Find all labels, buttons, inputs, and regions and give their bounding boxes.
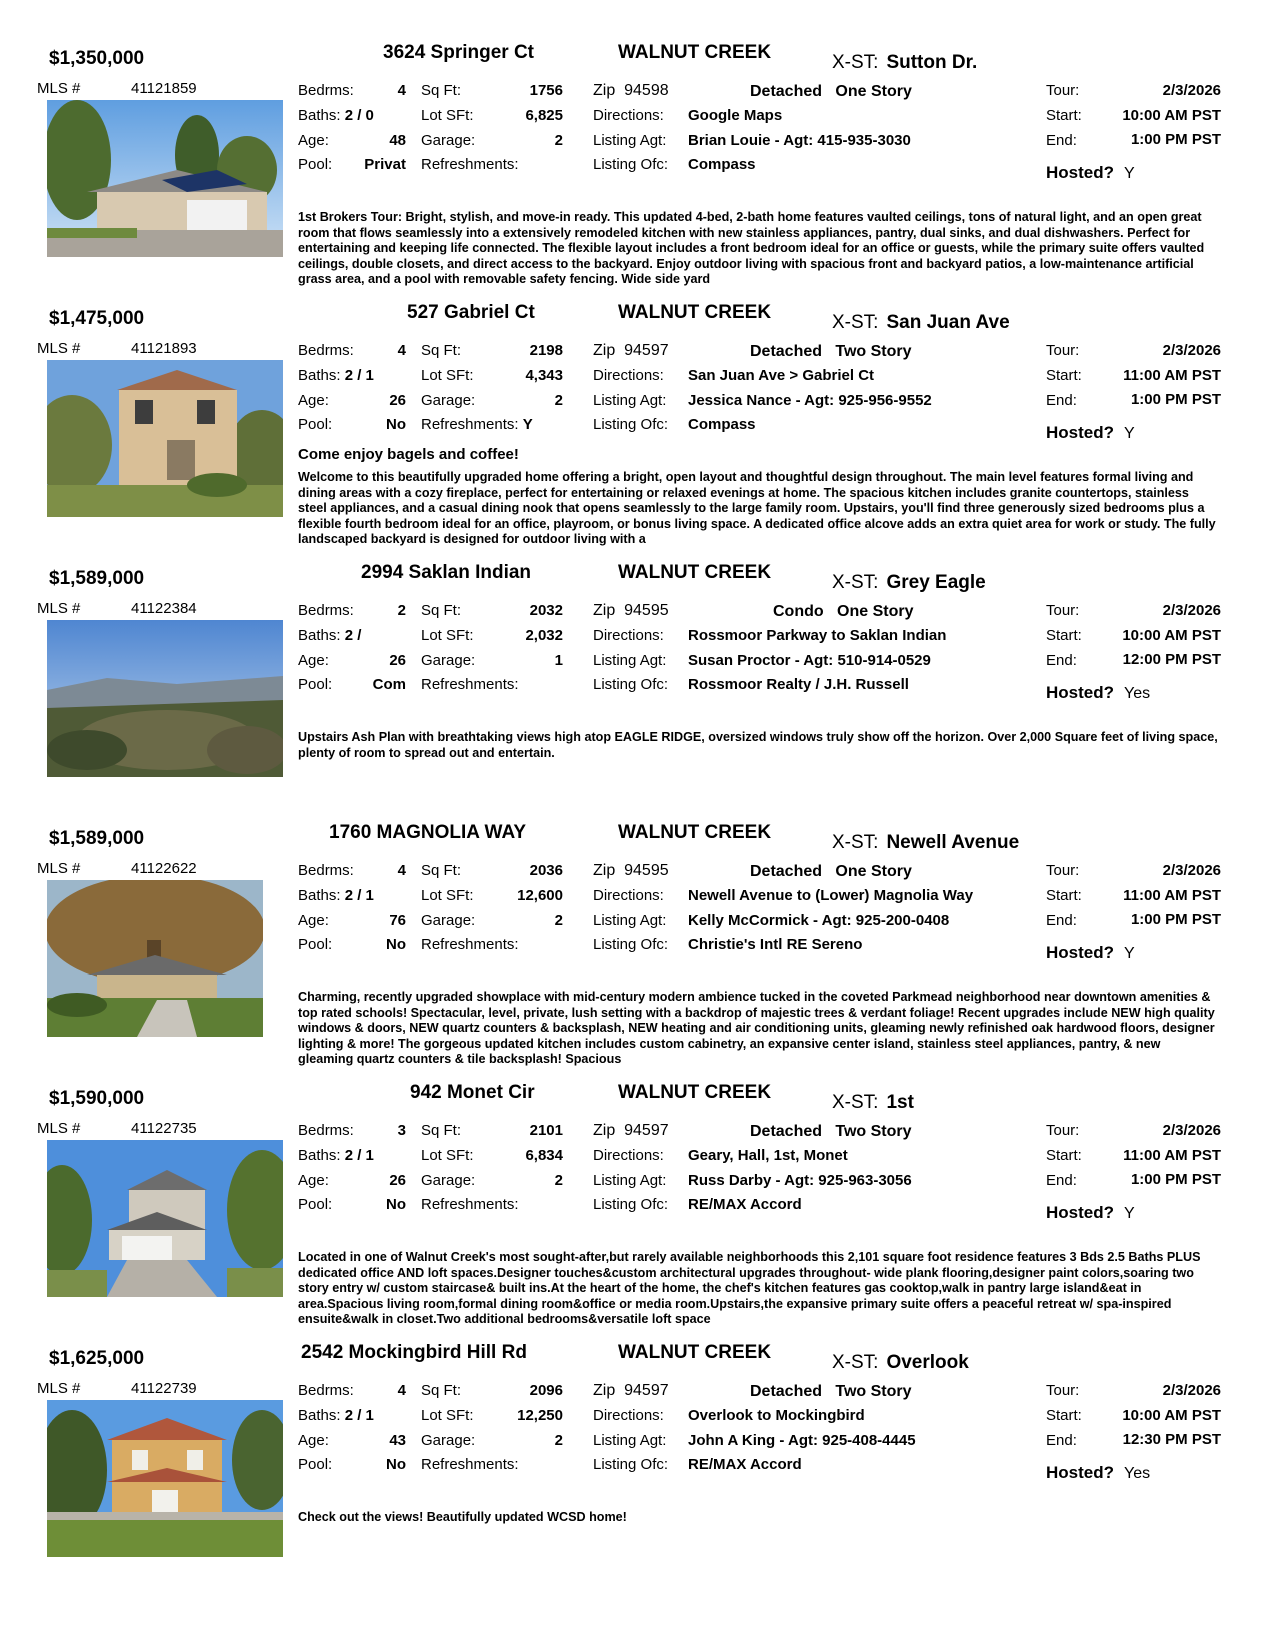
tour-date: 2/3/2026 — [1162, 82, 1221, 99]
cross-street — [832, 832, 1019, 854]
zip-label: Zip 94597 — [593, 1122, 669, 1139]
mls-label: MLS # — [37, 600, 81, 617]
age-value: 26 — [389, 652, 406, 669]
listing-office-value: RE/MAX Accord — [688, 1456, 802, 1473]
bedrooms-label: Bedrms: — [298, 82, 354, 99]
stories: Two Story — [835, 1383, 912, 1400]
zip-value: 94595 — [624, 602, 669, 619]
bedrooms-value: 4 — [397, 82, 406, 99]
pool-value: Com — [372, 676, 406, 693]
age-value: 26 — [389, 392, 406, 409]
pool-value: No — [386, 416, 406, 433]
tour-label: Tour: — [1046, 1122, 1080, 1139]
listing-address: 2542 Mockingbird Hill Rd — [301, 1342, 527, 1363]
zip-value: 94597 — [624, 1122, 669, 1139]
listing-agent-label: Listing Agt: — [593, 652, 667, 669]
lot-sqft-value: 12,250 — [517, 1407, 563, 1424]
pool-label: Pool: — [298, 936, 333, 953]
cross-street — [832, 52, 977, 74]
hosted-value: Y — [1124, 165, 1135, 182]
zip-label: Zip 94595 — [593, 862, 669, 879]
start-label: Start: — [1046, 627, 1082, 644]
start-time: 10:00 AM PST — [1122, 1407, 1221, 1424]
directions-value: San Juan Ave > Gabriel Ct — [688, 367, 875, 384]
hosted-value: Y — [1124, 1205, 1135, 1222]
pool-value: No — [386, 1456, 406, 1473]
bedrooms-label: Bedrms: — [298, 1122, 354, 1139]
listing-agent-value: Kelly McCormick - Agt: 925-200-0408 — [688, 912, 950, 929]
sqft-value: 2096 — [529, 1382, 563, 1399]
start-label: Start: — [1046, 107, 1082, 124]
listing-note: Come enjoy bagels and coffee! — [298, 446, 519, 463]
listing-agent-label: Listing Agt: — [593, 1432, 667, 1449]
listing-office-value: Christie's Intl RE Sereno — [688, 936, 863, 953]
lot-sqft-label: Lot SFt: — [421, 367, 474, 384]
garage-value: 2 — [554, 392, 563, 409]
hosted-value: Y — [1124, 425, 1135, 442]
lot-sqft-label: Lot SFt: — [421, 627, 474, 644]
start-label: Start: — [1046, 367, 1082, 384]
age-value: 26 — [389, 1172, 406, 1189]
property-type: Detached Two Story — [750, 1383, 912, 1400]
tour-label: Tour: — [1046, 602, 1080, 619]
directions-label: Directions: — [593, 1407, 664, 1424]
listing-office-label: Listing Ofc: — [593, 1196, 669, 1213]
mls-number: 41121859 — [131, 80, 197, 97]
listing-price: $1,350,000 — [49, 48, 145, 69]
directions-label: Directions: — [593, 1147, 664, 1164]
bedrooms-label: Bedrms: — [298, 602, 354, 619]
listing-card — [0, 302, 1275, 562]
cross-street-value: Grey Eagle — [886, 572, 986, 593]
mls-number: 41121893 — [131, 340, 197, 357]
sqft-label: Sq Ft: — [421, 82, 462, 99]
bedrooms-value: 4 — [397, 1382, 406, 1399]
directions-value: Google Maps — [688, 107, 783, 124]
listing-agent-value: Brian Louie - Agt: 415-935-3030 — [688, 132, 911, 149]
sqft-label: Sq Ft: — [421, 1122, 462, 1139]
bedrooms-label: Bedrms: — [298, 342, 354, 359]
zip-label: Zip 94597 — [593, 342, 669, 359]
directions-label: Directions: — [593, 887, 664, 904]
baths-value: 2 / 0 — [344, 107, 374, 124]
start-time: 11:00 AM PST — [1123, 1147, 1221, 1164]
garage-label: Garage: — [421, 1172, 476, 1189]
property-type: Condo One Story — [773, 603, 914, 620]
start-label: Start: — [1046, 887, 1082, 904]
age-label: Age: — [298, 132, 329, 149]
hosted-value: Yes — [1124, 1465, 1151, 1482]
sqft-value: 2101 — [529, 1122, 563, 1139]
tour-date: 2/3/2026 — [1162, 1382, 1221, 1399]
mls-number: 41122739 — [131, 1380, 197, 1397]
zip-value: 94598 — [624, 82, 669, 99]
garage-value: 1 — [554, 652, 563, 669]
cross-street-value: Newell Avenue — [886, 832, 1020, 853]
zip-value: 94595 — [624, 862, 669, 879]
baths-label: Baths: 2 / 1 — [298, 367, 374, 384]
listing-address: 3624 Springer Ct — [383, 42, 534, 63]
garage-label: Garage: — [421, 1432, 476, 1449]
cross-street-label: X-ST: — [832, 1092, 879, 1113]
listing-city: WALNUT CREEK — [618, 822, 772, 843]
start-label: Start: — [1046, 1147, 1082, 1164]
hosted-label: Hosted? Y — [1046, 1203, 1135, 1222]
garage-label: Garage: — [421, 652, 476, 669]
baths-label: Baths: 2 / 1 — [298, 1147, 374, 1164]
cross-street-value: 1st — [886, 1092, 914, 1113]
listing-city: WALNUT CREEK — [618, 1342, 772, 1363]
pool-value: Privat — [364, 156, 406, 173]
sqft-value: 2032 — [529, 602, 563, 619]
age-label: Age: — [298, 652, 329, 669]
garage-value: 2 — [554, 1432, 563, 1449]
sqft-label: Sq Ft: — [421, 602, 462, 619]
zip-label: Zip 94598 — [593, 82, 669, 99]
listing-card — [0, 42, 1275, 302]
tour-label: Tour: — [1046, 342, 1080, 359]
sqft-value: 2036 — [529, 862, 563, 879]
listing-office-value: Compass — [688, 416, 756, 433]
garage-value: 2 — [554, 1172, 563, 1189]
tour-date: 2/3/2026 — [1162, 1122, 1221, 1139]
listing-office-value: RE/MAX Accord — [688, 1196, 802, 1213]
mls-number: 41122735 — [131, 1120, 197, 1137]
directions-value: Overlook to Mockingbird — [688, 1407, 865, 1424]
mls-number: 41122622 — [131, 860, 197, 877]
age-value: 48 — [389, 132, 406, 149]
end-label: End: — [1046, 912, 1077, 929]
lot-sqft-label: Lot SFt: — [421, 1407, 474, 1424]
listing-remarks: 1st Brokers Tour: Bright, stylish, and move-in ready. This updated 4-bed, 2-bath home features vaulted ceilings, tons of natural light, and an open great room that flows seamlessly into a extensively remodeled kitchen with new stainless appliances, pantry, dual sinks, and dual dishwashers. Perfect for entertaining and keeping life connected. The flexible layout includes a front bedroom ideal for an office or guests, while the primary suite offers vaulted ceilings, double closets, and direct access to the backyard. Enjoy outdoor living with spacious front and backyard patios, a low-maintenance artificial grass area, and a pool with removable safety fencing. Wide side yard — [298, 210, 1205, 287]
listing-office-label: Listing Ofc: — [593, 676, 669, 693]
garage-value: 2 — [554, 132, 563, 149]
baths-value: 2 / 1 — [344, 1147, 374, 1164]
refreshments-label: Refreshments: — [421, 1456, 519, 1473]
bedrooms-value: 2 — [397, 602, 406, 619]
listing-remarks: Charming, recently upgraded showplace with mid-century modern ambience tucked in the coveted Parkmead neighborhood near downtown amenities & top rated schools! Spectacular, level, private, lush setting with a backdrop of majestic trees & verdant foliage! Recent upgrades include NEW high quality windows & doors, NEW quartz counters & backsplash, NEW heating and air conditioning units, gleaming newly refinished oak hardwood floors, designer lighting & more! The gorgeous updated kitchen includes custom cabinetry, an expansive center island, stainless steel appliances, pantry, & new gleaming quartz counters & tile backsplash! Spacious — [298, 990, 1215, 1067]
garage-label: Garage: — [421, 392, 476, 409]
pool-label: Pool: — [298, 156, 333, 173]
lot-sqft-value: 6,834 — [525, 1147, 563, 1164]
listing-address: 1760 MAGNOLIA WAY — [329, 822, 527, 843]
age-label: Age: — [298, 1432, 329, 1449]
zip-label: Zip 94597 — [593, 1382, 669, 1399]
directions-label: Directions: — [593, 367, 664, 384]
zip-value: 94597 — [624, 342, 669, 359]
tour-label: Tour: — [1046, 1382, 1080, 1399]
end-label: End: — [1046, 1172, 1077, 1189]
cross-street-value: Overlook — [886, 1352, 969, 1373]
end-time: 12:30 PM PST — [1122, 1431, 1221, 1448]
listing-agent-value: John A King - Agt: 925-408-4445 — [688, 1432, 916, 1449]
bedrooms-label: Bedrms: — [298, 1382, 354, 1399]
property-type: Detached One Story — [750, 863, 912, 880]
age-label: Age: — [298, 1172, 329, 1189]
cross-street — [832, 1092, 914, 1114]
zip-value: 94597 — [624, 1382, 669, 1399]
listing-office-value: Rossmoor Realty / J.H. Russell — [688, 676, 909, 693]
listing-price: $1,589,000 — [49, 828, 145, 849]
cross-street-value: San Juan Ave — [886, 312, 1010, 333]
mls-number: 41122384 — [131, 600, 197, 617]
property-type: Detached One Story — [750, 83, 912, 100]
bedrooms-value: 4 — [397, 862, 406, 879]
age-value: 43 — [389, 1432, 406, 1449]
lot-sqft-value: 12,600 — [517, 887, 563, 904]
tour-date: 2/3/2026 — [1162, 862, 1221, 879]
sqft-label: Sq Ft: — [421, 862, 462, 879]
sqft-value: 1756 — [529, 82, 563, 99]
mls-label: MLS # — [37, 1380, 81, 1397]
hosted-label: Hosted? Yes — [1046, 683, 1151, 702]
end-label: End: — [1046, 652, 1077, 669]
refreshments-value: Y — [522, 416, 533, 433]
baths-value: 2 / 1 — [344, 887, 374, 904]
mls-label: MLS # — [37, 860, 81, 877]
listing-card — [0, 1082, 1275, 1342]
listing-price: $1,589,000 — [49, 568, 145, 589]
listing-card — [0, 1342, 1275, 1602]
property-photo[interactable] — [47, 360, 283, 517]
stories: Two Story — [835, 343, 912, 360]
sqft-value: 2198 — [529, 342, 563, 359]
start-time: 10:00 AM PST — [1122, 107, 1221, 124]
listing-agent-value: Susan Proctor - Agt: 510-914-0529 — [688, 652, 931, 669]
listing-price: $1,625,000 — [49, 1348, 145, 1369]
cross-street — [832, 312, 1010, 334]
pool-value: No — [386, 1196, 406, 1213]
stories: One Story — [835, 863, 912, 880]
listing-card — [0, 562, 1275, 822]
directions-value: Geary, Hall, 1st, Monet — [688, 1147, 848, 1164]
property-photo[interactable] — [47, 100, 283, 257]
cross-street-label: X-ST: — [832, 1352, 879, 1373]
end-time: 1:00 PM PST — [1130, 391, 1221, 408]
listing-address: 942 Monet Cir — [410, 1082, 535, 1103]
baths-label: Baths: 2 / 1 — [298, 887, 374, 904]
listing-office-label: Listing Ofc: — [593, 156, 669, 173]
stories: Two Story — [835, 1123, 912, 1140]
age-value: 76 — [389, 912, 406, 929]
garage-label: Garage: — [421, 912, 476, 929]
listing-remarks: Located in one of Walnut Creek's most sought-after,but rarely available neighborhoods this 2,101 square foot residence features 3 Bds 2.5 Baths PLUS dedicated office AND loft spaces.Designer touches&custom architectural upgrades throughout- wide plank flooring,designer paint colors,soaring two story entry w/ custom staircase& built ins.At the heart of the home, the chef's kitchen features gas cooktop,walk in pantry large island&eat in area.Spacious living room,formal dining room&office or media room.Upstairs,the expansive primary suite offers a peaceful retreat w/ spa-inspired ensuite&walk in closet.Two additional bedrooms&versatile loft space — [298, 1250, 1201, 1327]
listing-price: $1,590,000 — [49, 1088, 145, 1109]
tour-label: Tour: — [1046, 82, 1080, 99]
cross-street — [832, 572, 986, 594]
baths-value: 2 / 1 — [344, 367, 374, 384]
tour-date: 2/3/2026 — [1162, 602, 1221, 619]
start-time: 11:00 AM PST — [1123, 367, 1221, 384]
listing-remarks: Upstairs Ash Plan with breathtaking views high atop EAGLE RIDGE, oversized windows truly show off the horizon. Over 2,000 Square feet of living space, plenty of room to spread out and entertain. — [298, 730, 1218, 760]
baths-value: 2 / 1 — [344, 1407, 374, 1424]
pool-label: Pool: — [298, 1456, 333, 1473]
tour-label: Tour: — [1046, 862, 1080, 879]
listing-city: WALNUT CREEK — [618, 1082, 772, 1103]
property-photo[interactable] — [47, 1400, 283, 1557]
cross-street-label: X-ST: — [832, 572, 879, 593]
listing-agent-label: Listing Agt: — [593, 132, 667, 149]
listing-office-label: Listing Ofc: — [593, 416, 669, 433]
hosted-value: Y — [1124, 945, 1135, 962]
mls-label: MLS # — [37, 340, 81, 357]
listing-office-label: Listing Ofc: — [593, 1456, 669, 1473]
end-time: 1:00 PM PST — [1130, 911, 1221, 928]
listing-address: 2994 Saklan Indian — [361, 562, 532, 583]
sqft-label: Sq Ft: — [421, 1382, 462, 1399]
directions-label: Directions: — [593, 107, 664, 124]
baths-value: 2 / — [344, 627, 362, 644]
refreshments-label: Refreshments: — [421, 676, 519, 693]
hosted-label: Hosted? Yes — [1046, 1463, 1151, 1482]
listing-agent-value: Russ Darby - Agt: 925-963-3056 — [688, 1172, 912, 1189]
property-photo[interactable] — [47, 1140, 283, 1297]
listing-city: WALNUT CREEK — [618, 302, 772, 323]
start-time: 10:00 AM PST — [1122, 627, 1221, 644]
lot-sqft-value: 4,343 — [525, 367, 563, 384]
end-time: 1:00 PM PST — [1130, 1171, 1221, 1188]
pool-value: No — [386, 936, 406, 953]
hosted-value: Yes — [1124, 685, 1151, 702]
listing-city: WALNUT CREEK — [618, 42, 772, 63]
refreshments-label: Refreshments: — [421, 936, 519, 953]
garage-label: Garage: — [421, 132, 476, 149]
stories: One Story — [837, 603, 914, 620]
refreshments-label: Refreshments: — [421, 156, 519, 173]
hosted-label: Hosted? Y — [1046, 943, 1135, 962]
lot-sqft-value: 2,032 — [525, 627, 563, 644]
listing-office-value: Compass — [688, 156, 756, 173]
listing-remarks: Welcome to this beautifully upgraded home offering a bright, open layout and thoughtful design throughout. The main level features formal living and dining areas with a cozy fireplace, perfect for entertaining or relaxed evenings at home. The spacious kitchen includes granite countertops, stainless steel appliances, and a casual dining nook that opens seamlessly to the large family room. Upstairs, you'll find three generously sized bedrooms plus a flexible fourth bedroom ideal for an office, playroom, or bonus living space. A dedicated office alcove adds an extra quiet area for work or study. The fully landscaped backyard is designed for outdoor living with a — [298, 470, 1216, 547]
directions-value: Newell Avenue to (Lower) Magnolia Way — [688, 887, 974, 904]
listing-price: $1,475,000 — [49, 308, 145, 329]
end-label: End: — [1046, 1432, 1077, 1449]
start-label: Start: — [1046, 1407, 1082, 1424]
lot-sqft-label: Lot SFt: — [421, 887, 474, 904]
end-label: End: — [1046, 392, 1077, 409]
pool-label: Pool: — [298, 1196, 333, 1213]
sqft-label: Sq Ft: — [421, 342, 462, 359]
directions-value: Rossmoor Parkway to Saklan Indian — [688, 627, 947, 644]
end-label: End: — [1046, 132, 1077, 149]
listing-office-label: Listing Ofc: — [593, 936, 669, 953]
hosted-label: Hosted? Y — [1046, 163, 1135, 182]
listing-card — [0, 822, 1275, 1082]
baths-label: Baths: 2 / — [298, 627, 362, 644]
zip-label: Zip 94595 — [593, 602, 669, 619]
listing-agent-label: Listing Agt: — [593, 392, 667, 409]
refreshments-label: Refreshments: — [421, 1196, 519, 1213]
listing-agent-label: Listing Agt: — [593, 1172, 667, 1189]
bedrooms-value: 4 — [397, 342, 406, 359]
cross-street-label: X-ST: — [832, 52, 879, 73]
directions-label: Directions: — [593, 627, 664, 644]
listing-address: 527 Gabriel Ct — [407, 302, 535, 323]
cross-street-label: X-ST: — [832, 832, 879, 853]
listing-remarks: Check out the views! Beautifully updated WCSD home! — [298, 1510, 627, 1524]
baths-label: Baths: 2 / 0 — [298, 107, 374, 124]
property-type: Detached Two Story — [750, 1123, 912, 1140]
bedrooms-label: Bedrms: — [298, 862, 354, 879]
property-photo[interactable] — [47, 620, 283, 777]
end-time: 1:00 PM PST — [1130, 131, 1221, 148]
listing-agent-value: Jessica Nance - Agt: 925-956-9552 — [688, 392, 932, 409]
cross-street-label: X-ST: — [832, 312, 879, 333]
lot-sqft-label: Lot SFt: — [421, 107, 474, 124]
lot-sqft-label: Lot SFt: — [421, 1147, 474, 1164]
end-time: 12:00 PM PST — [1122, 651, 1221, 668]
pool-label: Pool: — [298, 416, 333, 433]
start-time: 11:00 AM PST — [1123, 887, 1221, 904]
garage-value: 2 — [554, 912, 563, 929]
cross-street-value: Sutton Dr. — [886, 52, 978, 73]
baths-label: Baths: 2 / 1 — [298, 1407, 374, 1424]
cross-street — [832, 1352, 969, 1374]
listing-city: WALNUT CREEK — [618, 562, 772, 583]
property-type: Detached Two Story — [750, 343, 912, 360]
tour-date: 2/3/2026 — [1162, 342, 1221, 359]
property-photo[interactable] — [47, 880, 263, 1037]
mls-label: MLS # — [37, 80, 81, 97]
bedrooms-value: 3 — [397, 1122, 406, 1139]
listing-agent-label: Listing Agt: — [593, 912, 667, 929]
lot-sqft-value: 6,825 — [525, 107, 563, 124]
age-label: Age: — [298, 392, 329, 409]
age-label: Age: — [298, 912, 329, 929]
refreshments-label: Refreshments: Y — [421, 416, 533, 433]
stories: One Story — [835, 83, 912, 100]
mls-label: MLS # — [37, 1120, 81, 1137]
hosted-label: Hosted? Y — [1046, 423, 1135, 442]
pool-label: Pool: — [298, 676, 333, 693]
